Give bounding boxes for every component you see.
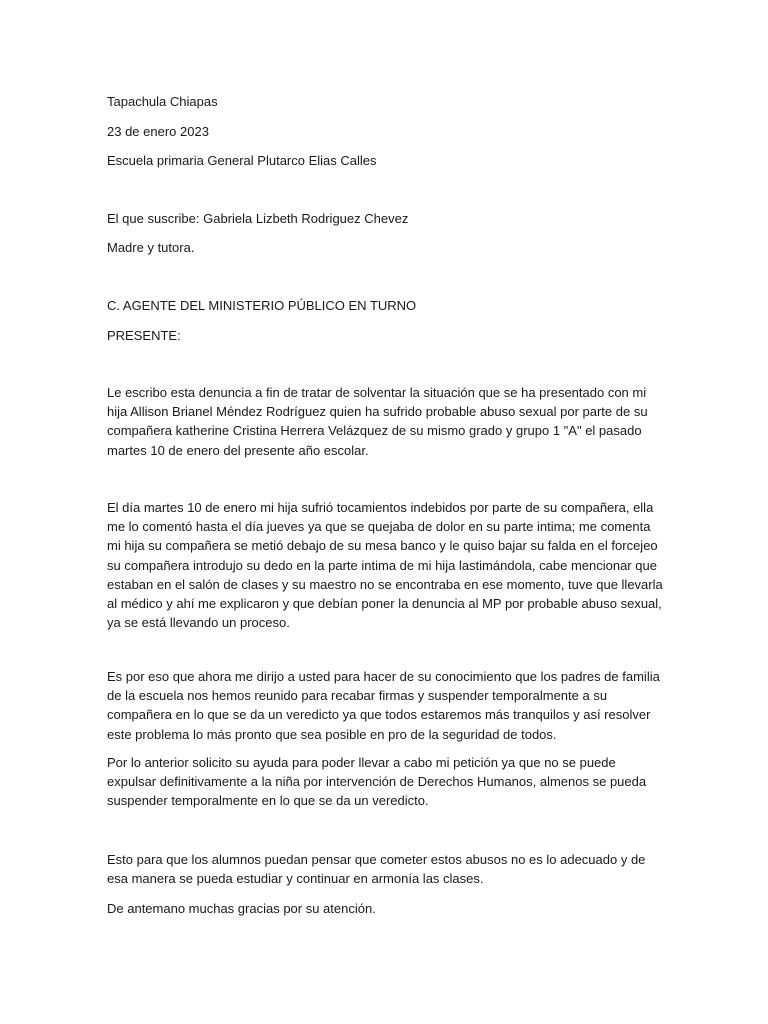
school-line: Escuela primaria General Plutarco Elias Calles [107, 153, 377, 168]
recipient-present: PRESENTE: [107, 328, 181, 343]
sender-line: El que suscribe: Gabriela Lizbeth Rodriguez Chevez [107, 211, 409, 226]
body-paragraph-4: Por lo anterior solicito su ayuda para poder llevar a cabo mi petición ya que no se puede expulsar definitivamente a la niña por intervención de Derechos Humanos, almenos se pueda suspender temporalmente en lo que se da un veredicto. [107, 755, 647, 809]
body-paragraph-2: El día martes 10 de enero mi hija sufrió tocamientos indebidos por parte de su compañera, ella me lo comentó hasta el día jueves ya que se quejaba de dolor en su parte intima; me comenta mi hija su compañera se metió debajo de su mesa banco y le quiso bajar su falda en el forcejeo su compañera introdujo su dedo en la parte intima de mi hija lastimándola, cabe mencionar que estaban en el salón de clases y su maestro no se encontraba en ese momento, tuve que llevarla al médico y ahí me explicaron y que debían poner la denuncia al MP por probable abuso sexual, ya se está llevando un proceso. [107, 500, 663, 631]
city-line: Tapachula Chiapas [107, 94, 218, 109]
recipient-name: C. AGENTE DEL MINISTERIO PÚBLICO EN TURNO [107, 298, 417, 313]
sender-role: Madre y tutora. [107, 240, 195, 255]
date-line: 23 de enero 2023 [107, 124, 209, 139]
body-paragraph-1: Le escribo esta denuncia a fin de tratar de solventar la situación que se ha presentado con mi hija Allison Brianel Méndez Rodríguez quien ha sufrido probable abuso sexual por parte de su compañera katherine Cristina Herrera Velázquez de su mismo grado y grupo 1 "A" el pasado martes 10 de enero del presente año escolar. [107, 385, 648, 458]
body-paragraph-6: De antemano muchas gracias por su atención. [107, 901, 376, 916]
body-paragraph-3: Es por eso que ahora me dirijo a usted para hacer de su conocimiento que los padres de familia de la escuela nos hemos reunido para recabar firmas y suspender temporalmente a su compañera en lo que se da un veredicto ya que todos estaremos más tranquilos y así resolver este problema lo más pronto que sea posible en pro de la seguridad de todos. [107, 669, 660, 742]
body-paragraph-5: Esto para que los alumnos puedan pensar que cometer estos abusos no es lo adecuado y de esa manera se pueda estudiar y continuar en armonía las clases. [107, 852, 646, 887]
